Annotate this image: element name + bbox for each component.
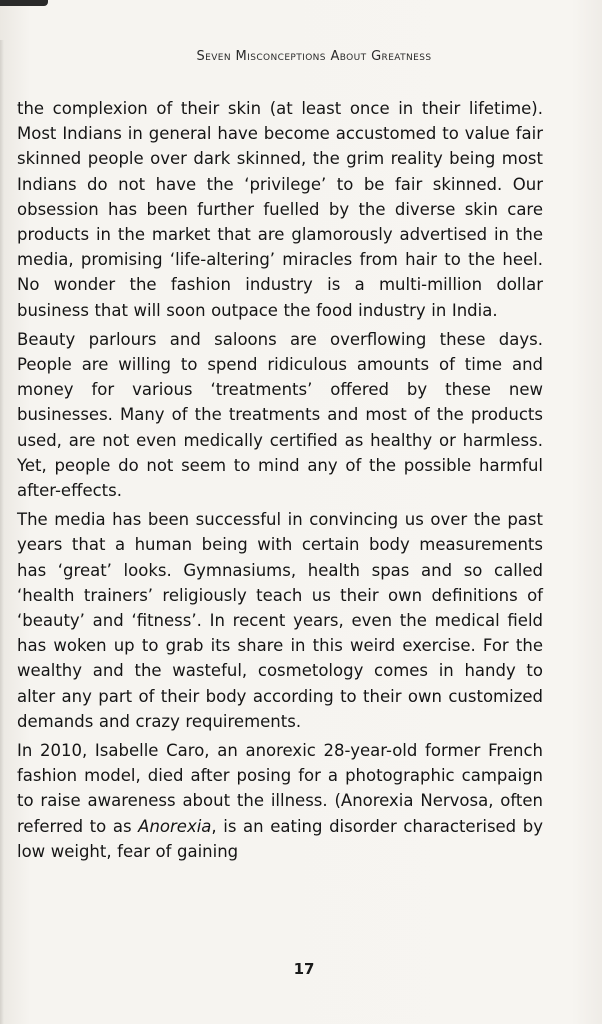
page-binding-shadow xyxy=(0,40,4,1024)
paragraph xyxy=(17,507,543,734)
paragraph-text: Beauty parlours and saloons are overflowing these days. People are willing to spend ridiculous amounts of time and money for various ‘treatments’ offered by these new businesses. Many of the treatments and most of the products used, are not even medically certified as healthy or harmless. Yet, people do not seem to mind any of the possible harmful after-effects. xyxy=(17,329,543,501)
paragraph-text: , is an eating disorder characterised by low weight, fear of gaining xyxy=(17,816,544,861)
page-number: 17 xyxy=(293,960,315,978)
paragraph xyxy=(17,96,543,323)
emphasized-term: Anorexia xyxy=(138,816,212,836)
paragraph-text: In 2010, Isabelle Caro, an anorexic 28-year-old former French fashion model, died after posing for a photographic campaign to raise awareness about the illness. (Anorexia Nervosa, often referred to as xyxy=(17,741,543,836)
paragraph xyxy=(17,327,543,503)
paragraph xyxy=(17,738,543,864)
paragraph-text: The media has been successful in convincing us over the past years that a human being with certain body measurements has ‘great’ looks. Gymnasiums, health spas and so called ‘health trainers’ religiously teach us their own definitions of ‘beauty’ and ‘fitness’. In recent years, even the medical field has woken up to grab its share in this weird exercise. For the wealthy and the wasteful, cosmetology comes in handy to alter any part of their body according to their own customized demands and crazy requirements. xyxy=(17,510,543,731)
body-text xyxy=(17,96,543,868)
running-head: Seven Misconceptions About Greatness xyxy=(196,49,432,64)
paragraph-text: the complexion of their skin (at least once in their lifetime). Most Indians in general have become accustomed to value fair skinned people over dark skinned, the grim reality being most Indians do not have the ‘privilege’ to be fair skinned. Our obsession has been further fuelled by the diverse skin care products in the market that are glamorously advertised in the media, promising ‘life-altering’ miracles from hair to the heel. No wonder the fashion industry is a multi-million dollar business that will soon outpace the food industry in India. xyxy=(17,99,543,320)
page-corner-shadow xyxy=(0,0,48,6)
